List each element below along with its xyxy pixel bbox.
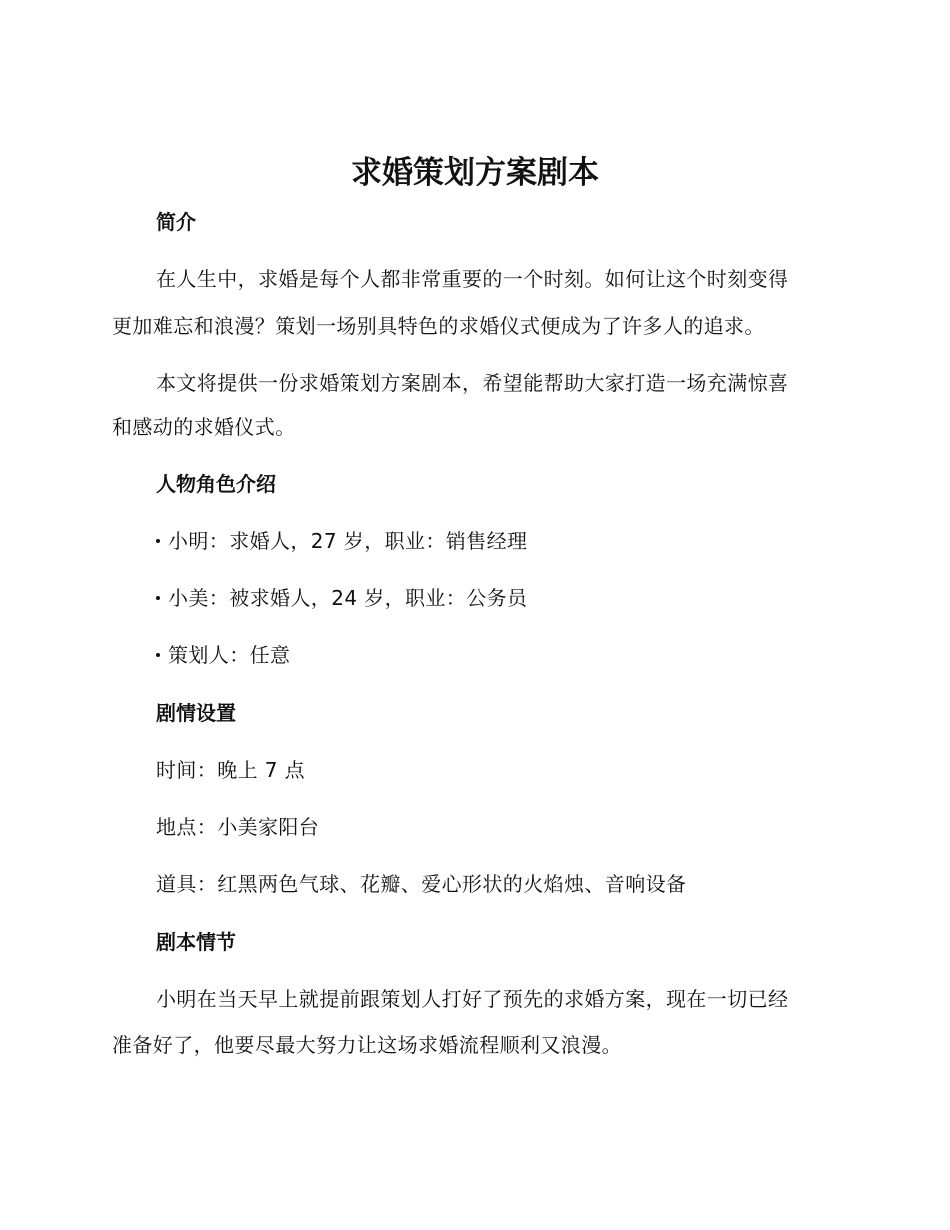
section-heading-characters: 人物角色介绍 [156, 472, 276, 496]
setting-props: 道具：红黑两色气球、花瓣、爱心形状的火焰烛、音响设备 [156, 872, 687, 896]
bullet-icon [156, 653, 160, 657]
character-list-item [156, 584, 527, 612]
character-item-text: 策划人：任意 [168, 643, 291, 667]
section-heading-intro: 简介 [156, 210, 196, 234]
section-heading-plot: 剧本情节 [156, 930, 236, 954]
character-item-text: 小美：被求婚人，24 岁，职业：公务员 [168, 586, 528, 610]
section-heading-setting: 剧情设置 [156, 701, 236, 725]
character-item-text: 小明：求婚人，27 岁，职业：销售经理 [168, 529, 528, 553]
plot-paragraph-1-line-1: 小明在当天早上就提前跟策划人打好了预先的求婚方案，现在一切已经 [156, 987, 789, 1011]
intro-paragraph-1-line-1: 在人生中，求婚是每个人都非常重要的一个时刻。如何让这个时刻变得 [156, 267, 789, 291]
document-title: 求婚策划方案剧本 [351, 155, 599, 191]
plot-paragraph-1-line-2: 准备好了，他要尽最大努力让这场求婚流程顺利又浪漫。 [112, 1033, 622, 1057]
intro-paragraph-2-line-1: 本文将提供一份求婚策划方案剧本，希望能帮助大家打造一场充满惊喜 [156, 371, 789, 395]
bullet-icon [156, 539, 160, 543]
character-list-item [156, 527, 527, 555]
intro-paragraph-1-line-2: 更加难忘和浪漫？策划一场别具特色的求婚仪式便成为了许多人的追求。 [112, 314, 765, 338]
setting-time: 时间：晚上 7 点 [156, 758, 306, 782]
bullet-icon [156, 596, 160, 600]
character-list-item [156, 641, 290, 669]
setting-place: 地点：小美家阳台 [156, 815, 320, 839]
intro-paragraph-2-line-2: 和感动的求婚仪式。 [112, 415, 296, 439]
